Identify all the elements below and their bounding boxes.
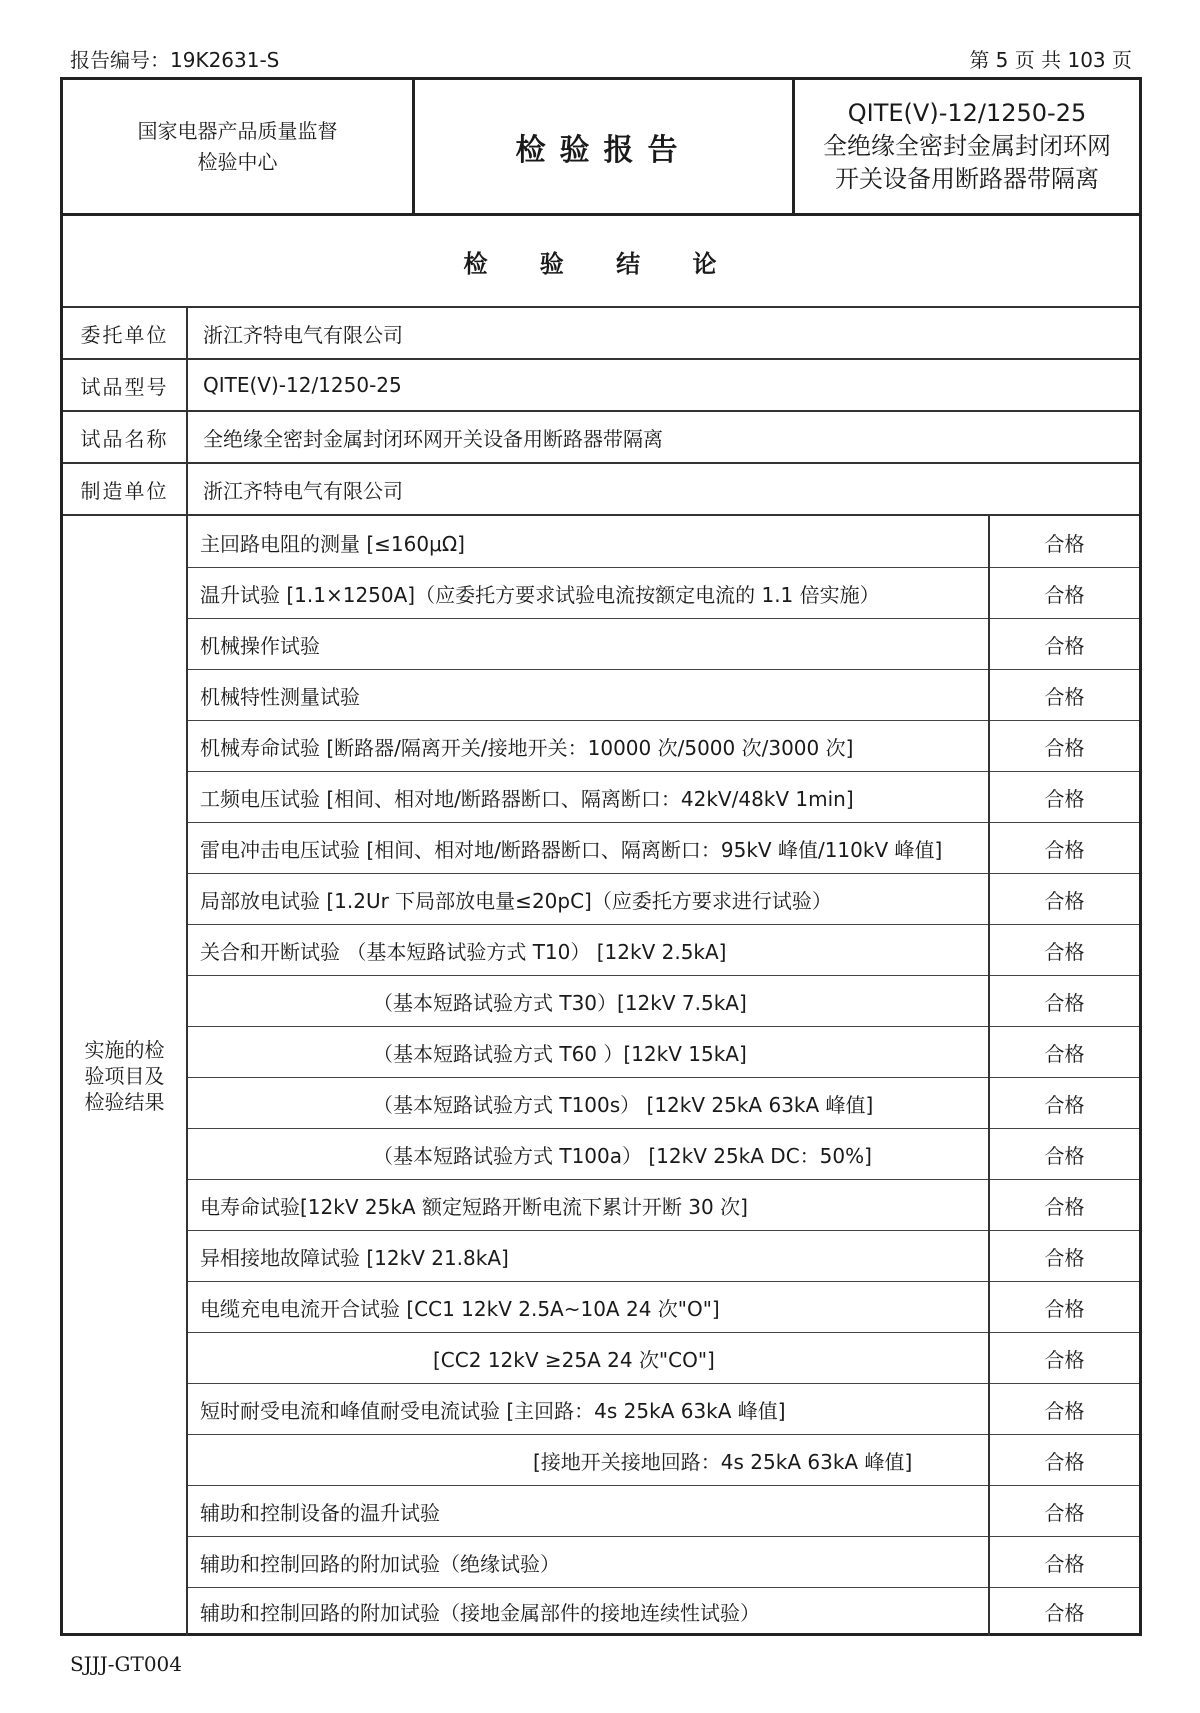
info-value: 浙江齐特电气有限公司: [203, 322, 403, 347]
test-item-result: 合格: [988, 873, 1139, 925]
test-item-row: [188, 618, 1139, 670]
test-item-result: 合格: [988, 1281, 1139, 1333]
test-item-row: [188, 1434, 1139, 1486]
test-item-text: （基本短路试验方式 T30）[12kV 7.5kA]: [373, 990, 747, 1015]
test-item-row: [188, 1383, 1139, 1435]
test-item-row: [188, 1077, 1139, 1129]
org-name-line1: 国家电器产品质量监督: [137, 118, 338, 143]
test-item-row: [188, 516, 1139, 568]
test-item-result: 合格: [988, 924, 1139, 976]
items-label-cell: [63, 516, 188, 1636]
test-item-result: 合格: [988, 1383, 1139, 1435]
test-item-result: 合格: [988, 1485, 1139, 1537]
test-item-result: 合格: [988, 1587, 1139, 1636]
test-item-text: （基本短路试验方式 T60 ）[12kV 15kA]: [373, 1041, 747, 1066]
test-item-result: 合格: [988, 567, 1139, 619]
test-items: [188, 516, 1139, 1636]
info-label: 试品名称: [63, 412, 188, 462]
model-line1: QITE(V)-12/1250-25: [847, 99, 1087, 127]
test-item-row: [188, 1128, 1139, 1180]
test-item-row: [188, 1485, 1139, 1537]
test-item-row: [188, 567, 1139, 619]
test-item-text: 机械寿命试验 [断路器/隔离开关/接地开关：10000 次/5000 次/3000 次]: [200, 735, 854, 760]
form-code: SJJJ-GT004: [70, 1652, 183, 1676]
test-item-text: 辅助和控制回路的附加试验（接地金属部件的接地连续性试验）: [200, 1601, 760, 1625]
info-label: 制造单位: [63, 464, 188, 514]
test-item-result: 合格: [988, 720, 1139, 772]
test-item-row: [188, 1281, 1139, 1333]
test-item-row: [188, 1587, 1139, 1636]
test-item-text: 主回路电阻的测量 [≤160μΩ]: [200, 531, 465, 556]
test-item-text: 机械特性测量试验: [200, 684, 360, 709]
test-item-result: 合格: [988, 1128, 1139, 1180]
test-item-result: 合格: [988, 516, 1139, 568]
test-item-result: 合格: [988, 1230, 1139, 1282]
test-item-text: [CC2 12kV ≥25A 24 次"CO"]: [433, 1347, 715, 1372]
info-row-manufacturer: [63, 464, 1139, 516]
test-item-text: 雷电冲击电压试验 [相间、相对地/断路器断口、隔离断口：95kV 峰值/110kV 峰值]: [200, 837, 943, 862]
test-item-text: （基本短路试验方式 T100s） [12kV 25kA 63kA 峰值]: [373, 1092, 874, 1117]
test-item-text: 辅助和控制设备的温升试验: [200, 1500, 440, 1525]
page-header: [70, 44, 1132, 74]
test-item-row: [188, 1332, 1139, 1384]
test-item-text: 辅助和控制回路的附加试验（绝缘试验）: [200, 1551, 560, 1576]
test-item-result: 合格: [988, 771, 1139, 823]
test-item-row: [188, 1179, 1139, 1231]
test-item-result: 合格: [988, 1536, 1139, 1588]
test-item-result: 合格: [988, 1077, 1139, 1129]
info-value: 全绝缘全密封金属封闭环网开关设备用断路器带隔离: [203, 426, 663, 451]
test-item-row: [188, 720, 1139, 772]
test-item-text: 异相接地故障试验 [12kV 21.8kA]: [200, 1245, 509, 1270]
model-line3: 开关设备用断路器带隔离: [835, 165, 1099, 193]
test-item-text: 局部放电试验 [1.2Ur 下局部放电量≤20pC]（应委托方要求进行试验）: [200, 888, 832, 913]
model-line2: 全绝缘全密封金属封闭环网: [823, 132, 1111, 160]
report-number: 报告编号：19K2631-S: [70, 48, 280, 72]
test-item-row: [188, 1230, 1139, 1282]
info-row-name: [63, 412, 1139, 464]
test-item-result: 合格: [988, 1434, 1139, 1486]
test-item-text: 电缆充电电流开合试验 [CC1 12kV 2.5A~10A 24 次"O"]: [200, 1296, 720, 1321]
test-item-result: 合格: [988, 669, 1139, 721]
test-item-result: 合格: [988, 822, 1139, 874]
test-item-row: [188, 1026, 1139, 1078]
info-label: 委托单位: [63, 308, 188, 358]
title-block: [63, 80, 1139, 216]
test-item-text: 工频电压试验 [相间、相对地/断路器断口、隔离断口：42kV/48kV 1min]: [200, 786, 854, 811]
test-item-row: [188, 771, 1139, 823]
test-item-row: [188, 822, 1139, 874]
test-item-result: 合格: [988, 618, 1139, 670]
test-item-text: 机械操作试验: [200, 633, 320, 658]
page-number: 第 5 页 共 103 页: [969, 48, 1132, 72]
test-item-text: （基本短路试验方式 T100a） [12kV 25kA DC：50%]: [373, 1143, 872, 1168]
test-item-text: 电寿命试验[12kV 25kA 额定短路开断电流下累计开断 30 次]: [200, 1194, 748, 1219]
test-item-row: [188, 669, 1139, 721]
test-item-text: 温升试验 [1.1×1250A]（应委托方要求试验电流按额定电流的 1.1 倍实施）: [200, 582, 880, 607]
items-label: 实施的检验项目及检验结果: [84, 1038, 165, 1114]
org-cell: [63, 80, 415, 213]
test-item-result: 合格: [988, 975, 1139, 1027]
test-item-text: 短时耐受电流和峰值耐受电流试验 [主回路：4s 25kA 63kA 峰值]: [200, 1398, 786, 1423]
report-title: 检验报告: [415, 80, 795, 213]
info-value: QITE(V)-12/1250-25: [203, 373, 402, 397]
test-item-result: 合格: [988, 1026, 1139, 1078]
test-item-result: 合格: [988, 1332, 1139, 1384]
test-item-text: [接地开关接地回路：4s 25kA 63kA 峰值]: [533, 1449, 913, 1474]
info-label: 试品型号: [63, 360, 188, 410]
test-item-result: 合格: [988, 1179, 1139, 1231]
test-item-row: [188, 924, 1139, 976]
report-frame: [60, 77, 1142, 1636]
info-value: 浙江齐特电气有限公司: [203, 478, 403, 503]
test-item-row: [188, 975, 1139, 1027]
model-cell: [795, 80, 1139, 213]
test-item-row: [188, 1536, 1139, 1588]
info-row-client: [63, 308, 1139, 360]
info-row-model: [63, 360, 1139, 412]
org-name-line2: 检验中心: [197, 149, 278, 174]
test-item-text: 关合和开断试验 （基本短路试验方式 T10） [12kV 2.5kA]: [200, 939, 727, 964]
test-item-row: [188, 873, 1139, 925]
conclusion-heading: 检 验 结 论: [63, 216, 1139, 308]
